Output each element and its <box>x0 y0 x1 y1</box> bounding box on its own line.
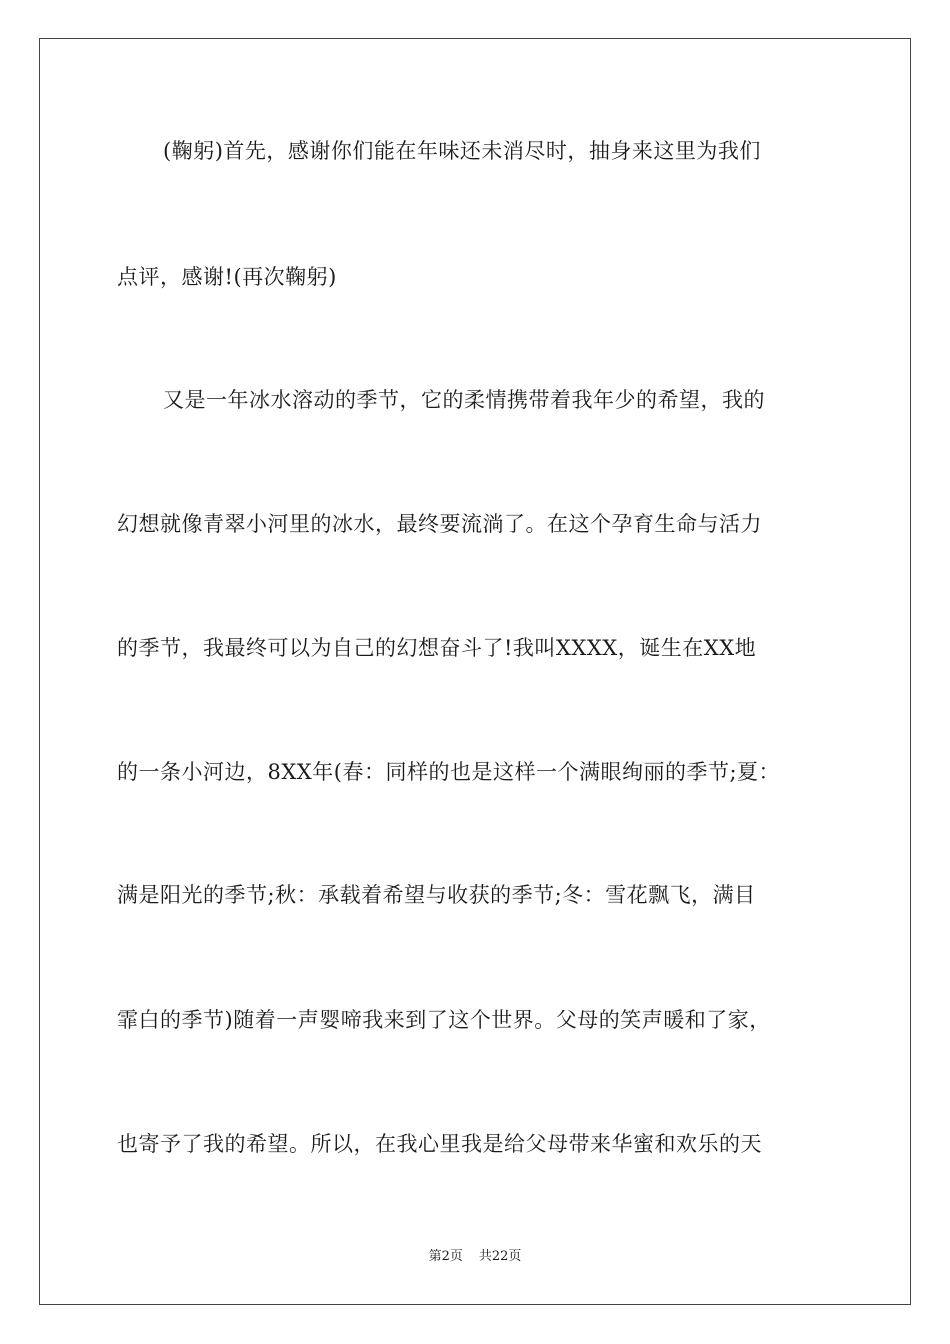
page-number: 第2页 <box>428 1249 463 1264</box>
paragraph-line: (鞠躬)首先，感谢你们能在年味还未消尽时，抽身来这里为我们 <box>163 139 761 163</box>
paragraph-line: 的季节，我最终可以为自己的幻想奋斗了!我叫XXXX，诞生在XX地 <box>117 636 757 660</box>
page-footer <box>0 1248 950 1266</box>
paragraph-line: 也寄予了我的希望。所以，在我心里我是给父母带来华蜜和欢乐的天 <box>117 1132 762 1156</box>
paragraph-line: 点评，感谢!(再次鞠躬) <box>117 265 337 289</box>
paragraph-line: 幻想就像青翠小河里的冰水，最终要流淌了。在这个孕育生命与活力 <box>117 512 762 536</box>
total-pages: 共22页 <box>478 1249 522 1264</box>
paragraph-line: 的一条小河边，8XX年(春：同样的也是这样一个满眼绚丽的季节;夏： <box>117 760 781 784</box>
page-border <box>39 38 911 1305</box>
paragraph-line: 满是阳光的季节;秋：承载着希望与收获的季节;冬：雪花飘飞，满目 <box>117 883 756 907</box>
paragraph-line: 霏白的季节)随着一声婴啼我来到了这个世界。父母的笑声暖和了家， <box>117 1008 771 1032</box>
paragraph-line: 又是一年冰水溶动的季节，它的柔情携带着我年少的希望，我的 <box>163 388 765 412</box>
